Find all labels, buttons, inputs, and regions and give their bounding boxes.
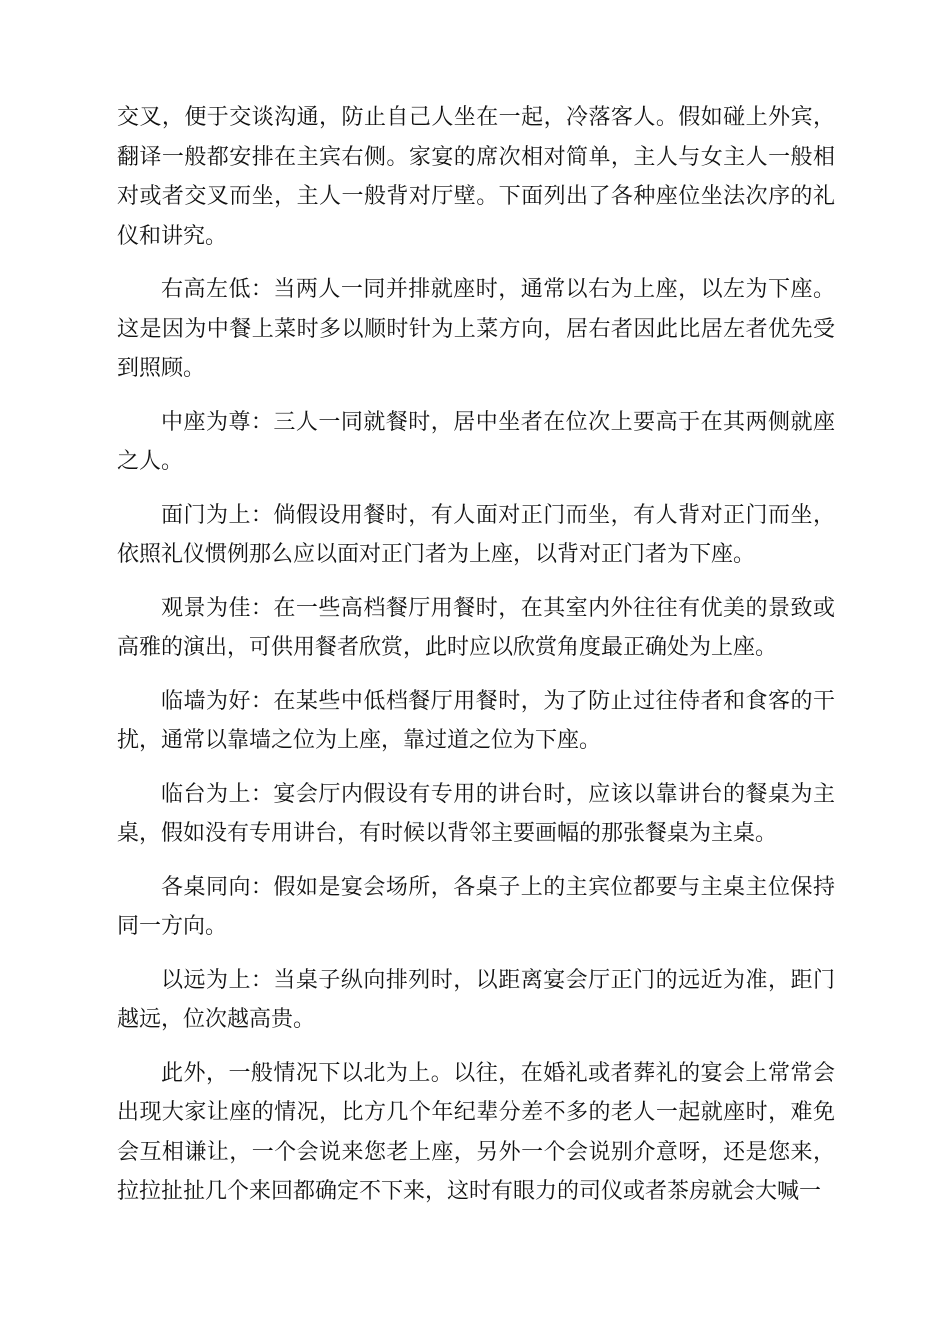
paragraph-center-seat-honored: 中座为尊：三人一同就餐时，居中坐者在位次上要高于在其两侧就座之人。 <box>117 409 835 474</box>
paragraph-tables-same-direction: 各桌同向：假如是宴会场所，各桌子上的主宾位都要与主桌主位保持同一方向。 <box>117 874 835 939</box>
paragraph-view-seat-best: 观景为佳：在一些高档餐厅用餐时，在其室内外往往有优美的景致或高雅的演出，可供用餐者欣赏，此时应以欣赏角度最正确处为上座。 <box>117 595 835 660</box>
paragraph-near-stage-higher: 临台为上：宴会厅内假设有专用的讲台时，应该以靠讲台的餐桌为主桌，假如没有专用讲台，有时候以背邻主要画幅的那张餐桌为主桌。 <box>117 781 835 846</box>
document-page <box>117 98 835 1226</box>
paragraph-north-is-higher: 此外，一般情况下以北为上。以往，在婚礼或者葬礼的宴会上常常会出现大家让座的情况，比方几个年纪辈分差不多的老人一起就座时，难免会互相谦让，一个会说来您老上座，另外一个会说别介意呀，还是您来，拉拉扯扯几个来回都确定不下来，这时有眼力的司仪或者茶房就会大喊一 <box>117 1060 835 1204</box>
paragraph-right-higher-than-left: 右高左低：当两人一同并排就座时，通常以右为上座，以左为下座。这是因为中餐上菜时多以顺时针为上菜方向，居右者因此比居左者优先受到照顾。 <box>117 277 835 381</box>
paragraph-facing-door-higher: 面门为上：倘假设用餐时，有人面对正门而坐，有人背对正门而坐，依照礼仪惯例那么应以面对正门者为上座，以背对正门者为下座。 <box>117 502 835 567</box>
paragraph-wall-seat-preferred: 临墙为好：在某些中低档餐厅用餐时，为了防止过往侍者和食客的干扰，通常以靠墙之位为上座，靠过道之位为下座。 <box>117 688 835 753</box>
paragraph-continued-seating-intro: 交叉，便于交谈沟通，防止自己人坐在一起，冷落客人。假如碰上外宾，翻译一般都安排在主宾右侧。家宴的席次相对简单，主人与女主人一般相对或者交叉而坐，主人一般背对厅壁。下面列出了各种座位坐法次序的礼仪和讲究。 <box>117 105 835 249</box>
paragraph-farther-is-higher: 以远为上：当桌子纵向排列时，以距离宴会厅正门的远近为准，距门越远，位次越高贵。 <box>117 967 835 1032</box>
